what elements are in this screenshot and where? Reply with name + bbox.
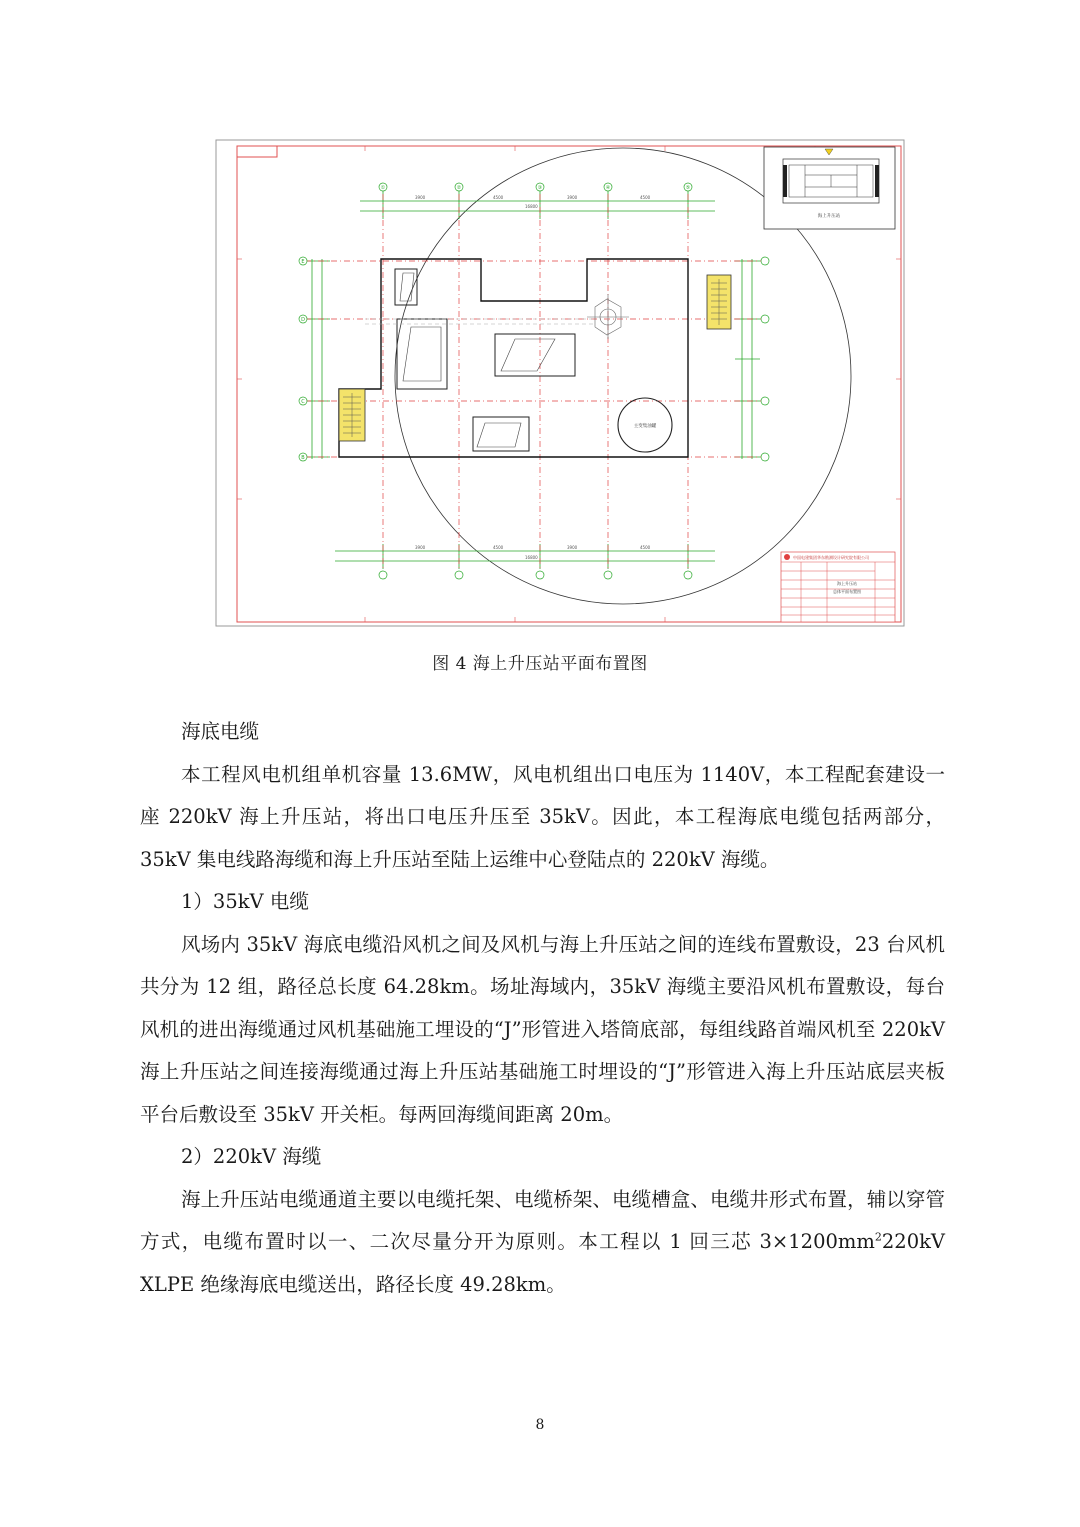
title-block-drawing-name: 海上升压站 <box>837 581 857 586</box>
body-text <box>140 711 945 1306</box>
axis-label-3: ③ <box>537 185 543 191</box>
svg-text:4500: 4500 <box>640 545 651 550</box>
subsection-1-body: 风场内 35kV 海底电缆沿风机之间及风机与海上升压站之间的连线布置敷设，23 台风机共分为 12 组，路径总长度 64.28km。场址海域内，35kV 海缆主要沿风机布置敷设，每台风机的进出海缆通过风机基础施工埋设的“J”形管进入塔筒底部，每组线路首端风机至 220kV 海上升压站之间连接海缆通过海上升压站基础施工时埋设的“J”形管进入海上升压站底层夹板平台后敷设至 35kV 开关柜。每两回海缆间距离 20m。 <box>140 932 945 1126</box>
section-title: 海底电缆 <box>181 720 260 743</box>
oil-tank-label: 主变集油罐 <box>633 424 657 429</box>
axis-label-4: ④ <box>605 185 611 191</box>
axis-label-e: E <box>301 259 305 265</box>
layout-drawing-figure <box>215 139 905 627</box>
figure-caption: 图 4 海上升压站平面布置图 <box>432 654 648 674</box>
svg-text:4500: 4500 <box>493 545 504 550</box>
axis-label-b: B <box>301 455 305 461</box>
axis-label-5: ⑤ <box>685 185 691 191</box>
superscript-2: 2 <box>874 1230 882 1244</box>
subsection-2-body-b: 220kV XLPE 绝缘海底电缆送出，路径长度 49.28km。 <box>140 1230 945 1296</box>
axis-label-2: ② <box>456 185 462 191</box>
svg-text:3900: 3900 <box>567 545 578 550</box>
axis-label-d: D <box>301 317 305 323</box>
page-number: 8 <box>535 1417 545 1433</box>
svg-text:3900: 3900 <box>567 195 578 200</box>
title-block-company: 中国电建集团华东勘测设计研究院有限公司 <box>793 555 869 560</box>
svg-text:3900: 3900 <box>415 545 426 550</box>
inset-label: 海上升压站 <box>817 214 841 219</box>
subsection-2-body <box>140 1179 945 1307</box>
svg-text:4500: 4500 <box>493 195 504 200</box>
svg-text:4500: 4500 <box>640 195 651 200</box>
layout-drawing <box>215 139 905 627</box>
title-block-drawing-subtitle: 总体平面布置图 <box>833 589 861 594</box>
svg-text:3900: 3900 <box>415 195 426 200</box>
title-block <box>781 552 895 622</box>
svg-text:16800: 16800 <box>525 555 538 560</box>
subsection-2-body-a: 海上升压站电缆通道主要以电缆托架、电缆桥架、电缆槽盒、电缆井形式布置，辅以穿管方式，电缆布置时以一、二次尽量分开为原则。本工程以 1 回三芯 3×1200mm <box>140 1187 945 1253</box>
intro-paragraph: 本工程风电机组单机容量 13.6MW，风电机组出口电压为 1140V，本工程配套建设一座 220kV 海上升压站，将出口电压升压至 35kV。因此，本工程海底电缆包括两部分，35kV 集电线路海缆和海上升压站至陆上运维中心登陆点的 220kV 海缆。 <box>140 762 945 871</box>
subsection-2-title: 2）220kV 海缆 <box>181 1145 322 1168</box>
axis-label-c: C <box>301 399 305 405</box>
svg-text:16800: 16800 <box>525 204 538 209</box>
axis-label-1: ① <box>380 185 386 191</box>
subsection-1-title: 1）35kV 电缆 <box>181 890 309 913</box>
